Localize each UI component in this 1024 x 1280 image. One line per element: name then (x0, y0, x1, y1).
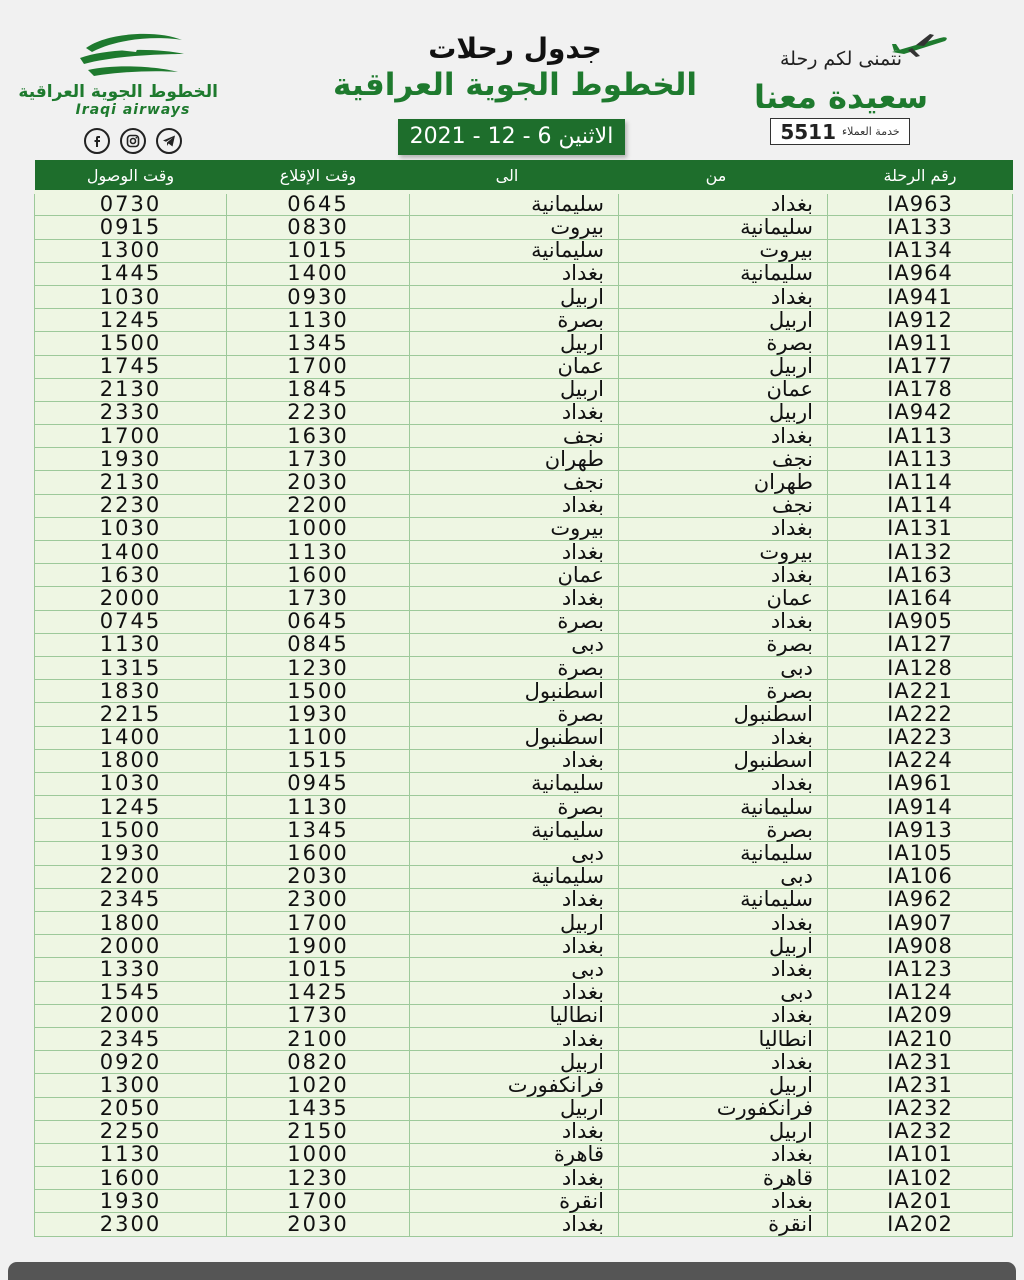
wish-text: نتمنى لكم رحلة (780, 48, 902, 70)
departure-time-cell: 1600 (227, 842, 410, 865)
origin-cell: فرانكفورت (619, 1097, 828, 1120)
origin-cell: بغداد (619, 726, 828, 749)
destination-cell: فرانكفورت (410, 1074, 619, 1097)
flight-number-cell: IA177 (828, 355, 1013, 378)
flight-number-cell: IA113 (828, 425, 1013, 448)
flight-number-cell: IA164 (828, 587, 1013, 610)
flight-number-cell: IA942 (828, 401, 1013, 424)
origin-cell: بغداد (619, 912, 828, 935)
departure-time-cell: 1730 (227, 587, 410, 610)
customer-service-label: خدمة العملاء (842, 125, 900, 138)
destination-cell: بغداد (410, 494, 619, 517)
departure-time-cell: 1130 (227, 541, 410, 564)
arrival-time-cell: 2345 (35, 888, 227, 911)
arrival-time-cell: 1830 (35, 680, 227, 703)
destination-cell: سليمانية (410, 772, 619, 795)
table-row (35, 981, 1013, 1004)
arrival-time-cell: 1745 (35, 355, 227, 378)
table-row (35, 1213, 1013, 1236)
destination-cell: قاهرة (410, 1143, 619, 1166)
arrival-time-cell: 1030 (35, 772, 227, 795)
destination-cell: سليمانية (410, 865, 619, 888)
flight-number-cell: IA124 (828, 981, 1013, 1004)
destination-cell: اربيل (410, 285, 619, 308)
departure-time-cell: 1100 (227, 726, 410, 749)
departure-time-cell: 0845 (227, 633, 410, 656)
table-row (35, 332, 1013, 355)
arrival-time-cell: 2215 (35, 703, 227, 726)
origin-cell: اسطنبول (619, 703, 828, 726)
flight-number-cell: IA202 (828, 1213, 1013, 1236)
origin-cell: بصرة (619, 633, 828, 656)
table-row (35, 425, 1013, 448)
departure-time-cell: 1630 (227, 425, 410, 448)
destination-cell: دبى (410, 958, 619, 981)
origin-cell: اربيل (619, 401, 828, 424)
flight-number-cell: IA101 (828, 1143, 1013, 1166)
flight-number-cell: IA941 (828, 285, 1013, 308)
flight-number-cell: IA232 (828, 1097, 1013, 1120)
flight-number-cell: IA178 (828, 378, 1013, 401)
flight-number-cell: IA911 (828, 332, 1013, 355)
origin-cell: بغداد (619, 610, 828, 633)
flight-number-cell: IA114 (828, 494, 1013, 517)
flight-number-cell: IA134 (828, 239, 1013, 262)
flight-number-cell: IA210 (828, 1027, 1013, 1050)
flight-number-cell: IA962 (828, 888, 1013, 911)
departure-time-cell: 1000 (227, 1143, 410, 1166)
column-header-flight: رقم الرحلة (828, 160, 1013, 192)
departure-time-cell: 1345 (227, 819, 410, 842)
departure-time-cell: 0645 (227, 610, 410, 633)
destination-cell: انطاليا (410, 1004, 619, 1027)
arrival-time-cell: 1445 (35, 262, 227, 285)
table-row (35, 1190, 1013, 1213)
arrival-time-cell: 1030 (35, 517, 227, 540)
arrival-time-cell: 2000 (35, 587, 227, 610)
table-row (35, 471, 1013, 494)
origin-cell: اربيل (619, 1074, 828, 1097)
flight-number-cell: IA201 (828, 1190, 1013, 1213)
destination-cell: اسطنبول (410, 726, 619, 749)
flight-number-cell: IA132 (828, 541, 1013, 564)
arrival-time-cell: 1300 (35, 239, 227, 262)
origin-cell: اربيل (619, 309, 828, 332)
arrival-time-cell: 1545 (35, 981, 227, 1004)
destination-cell: اربيل (410, 1051, 619, 1074)
departure-time-cell: 1130 (227, 796, 410, 819)
departure-time-cell: 1345 (227, 332, 410, 355)
departure-time-cell: 1600 (227, 564, 410, 587)
destination-cell: سليمانية (410, 239, 619, 262)
origin-cell: بغداد (619, 958, 828, 981)
departure-time-cell: 2300 (227, 888, 410, 911)
destination-cell: بغداد (410, 1027, 619, 1050)
origin-cell: بغداد (619, 564, 828, 587)
origin-cell: بيروت (619, 541, 828, 564)
arrival-time-cell: 1930 (35, 448, 227, 471)
social-links (48, 128, 218, 154)
flight-schedule-table (34, 160, 984, 1237)
arrival-time-cell: 2000 (35, 1004, 227, 1027)
departure-time-cell: 1930 (227, 703, 410, 726)
destination-cell: بصرة (410, 309, 619, 332)
facebook-icon[interactable] (84, 128, 110, 154)
origin-cell: بغداد (619, 772, 828, 795)
arrival-time-cell: 2345 (35, 1027, 227, 1050)
brand-logo (18, 30, 218, 154)
flight-number-cell: IA961 (828, 772, 1013, 795)
table-row (35, 239, 1013, 262)
destination-cell: بيروت (410, 517, 619, 540)
flight-number-cell: IA907 (828, 912, 1013, 935)
departure-time-cell: 1500 (227, 680, 410, 703)
flight-number-cell: IA908 (828, 935, 1013, 958)
destination-cell: نجف (410, 471, 619, 494)
arrival-time-cell: 1245 (35, 796, 227, 819)
departure-time-cell: 1425 (227, 981, 410, 1004)
flight-number-cell: IA913 (828, 819, 1013, 842)
table-row (35, 888, 1013, 911)
table-row (35, 935, 1013, 958)
origin-cell: سليمانية (619, 796, 828, 819)
arrival-time-cell: 1130 (35, 633, 227, 656)
departure-time-cell: 2030 (227, 471, 410, 494)
arrival-time-cell: 2330 (35, 401, 227, 424)
departure-time-cell: 1000 (227, 517, 410, 540)
departure-time-cell: 1015 (227, 958, 410, 981)
arrival-time-cell: 0730 (35, 192, 227, 216)
telegram-icon[interactable] (156, 128, 182, 154)
table-header-row (35, 160, 1013, 192)
table-row (35, 587, 1013, 610)
flight-number-cell: IA231 (828, 1051, 1013, 1074)
flight-number-cell: IA133 (828, 216, 1013, 239)
departure-time-cell: 1845 (227, 378, 410, 401)
departure-time-cell: 1015 (227, 239, 410, 262)
destination-cell: بغداد (410, 888, 619, 911)
table-row (35, 958, 1013, 981)
table-row (35, 517, 1013, 540)
arrival-time-cell: 0920 (35, 1051, 227, 1074)
arrival-time-cell: 1800 (35, 749, 227, 772)
departure-time-cell: 0645 (227, 192, 410, 216)
table-row (35, 749, 1013, 772)
table-row (35, 216, 1013, 239)
departure-time-cell: 1400 (227, 262, 410, 285)
table-row (35, 796, 1013, 819)
instagram-icon[interactable] (120, 128, 146, 154)
origin-cell: بغداد (619, 1143, 828, 1166)
arrival-time-cell: 1930 (35, 1190, 227, 1213)
arrival-time-cell: 2000 (35, 935, 227, 958)
origin-cell: بغداد (619, 425, 828, 448)
origin-cell: بغداد (619, 517, 828, 540)
table-row (35, 564, 1013, 587)
arrival-time-cell: 2250 (35, 1120, 227, 1143)
arrival-time-cell: 1400 (35, 541, 227, 564)
destination-cell: بغداد (410, 749, 619, 772)
departure-time-cell: 1230 (227, 1167, 410, 1190)
column-header-to: الى (410, 160, 619, 192)
origin-cell: اربيل (619, 1120, 828, 1143)
destination-cell: سليمانية (410, 192, 619, 216)
destination-cell: بغداد (410, 262, 619, 285)
destination-cell: دبى (410, 842, 619, 865)
arrival-time-cell: 2130 (35, 471, 227, 494)
iraqi-airways-logo-icon (78, 30, 188, 78)
table-row (35, 772, 1013, 795)
origin-cell: نجف (619, 448, 828, 471)
airline-title: الخطوط الجوية العراقية (333, 67, 697, 103)
destination-cell: بغداد (410, 401, 619, 424)
origin-cell: عمان (619, 587, 828, 610)
arrival-time-cell: 1700 (35, 425, 227, 448)
destination-cell: بيروت (410, 216, 619, 239)
departure-time-cell: 1700 (227, 355, 410, 378)
table-row (35, 262, 1013, 285)
table-row (35, 1167, 1013, 1190)
origin-cell: بيروت (619, 239, 828, 262)
table-row (35, 309, 1013, 332)
arrival-time-cell: 1800 (35, 912, 227, 935)
schedule-title: جدول رحلات (428, 32, 602, 65)
table-row (35, 656, 1013, 679)
flight-number-cell: IA222 (828, 703, 1013, 726)
table-row (35, 1004, 1013, 1027)
arrival-time-cell: 1600 (35, 1167, 227, 1190)
origin-cell: انقرة (619, 1213, 828, 1236)
column-header-departure: وقت الإقلاع (227, 160, 410, 192)
arrival-time-cell: 2130 (35, 378, 227, 401)
table-row (35, 285, 1013, 308)
departure-time-cell: 2150 (227, 1120, 410, 1143)
table-row (35, 378, 1013, 401)
table-row (35, 726, 1013, 749)
destination-cell: بغداد (410, 541, 619, 564)
arrival-time-cell: 1315 (35, 656, 227, 679)
table-row (35, 1097, 1013, 1120)
departure-time-cell: 1515 (227, 749, 410, 772)
arrival-time-cell: 1245 (35, 309, 227, 332)
arrival-time-cell: 1500 (35, 819, 227, 842)
origin-cell: سليمانية (619, 842, 828, 865)
destination-cell: اسطنبول (410, 680, 619, 703)
flight-number-cell: IA221 (828, 680, 1013, 703)
customer-service-number: 5511 (780, 119, 836, 144)
arrival-time-cell: 2050 (35, 1097, 227, 1120)
arrival-time-cell: 0915 (35, 216, 227, 239)
flight-number-cell: IA123 (828, 958, 1013, 981)
origin-cell: سليمانية (619, 888, 828, 911)
flight-number-cell: IA106 (828, 865, 1013, 888)
departure-time-cell: 0945 (227, 772, 410, 795)
flight-number-cell: IA963 (828, 192, 1013, 216)
table-row (35, 1027, 1013, 1050)
departure-time-cell: 1230 (227, 656, 410, 679)
origin-cell: بغداد (619, 285, 828, 308)
destination-cell: بصرة (410, 796, 619, 819)
origin-cell: بغداد (619, 1051, 828, 1074)
table-row (35, 448, 1013, 471)
origin-cell: اسطنبول (619, 749, 828, 772)
destination-cell: بغداد (410, 1213, 619, 1236)
table-row (35, 912, 1013, 935)
table-row (35, 703, 1013, 726)
arrival-time-cell: 1330 (35, 958, 227, 981)
flight-number-cell: IA163 (828, 564, 1013, 587)
arrival-time-cell: 1630 (35, 564, 227, 587)
destination-cell: بغداد (410, 935, 619, 958)
departure-time-cell: 1130 (227, 309, 410, 332)
table-row (35, 355, 1013, 378)
customer-service-box (770, 118, 910, 145)
flight-number-cell: IA114 (828, 471, 1013, 494)
destination-cell: اربيل (410, 378, 619, 401)
flight-number-cell: IA209 (828, 1004, 1013, 1027)
title-block (330, 32, 700, 103)
departure-time-cell: 1730 (227, 448, 410, 471)
flight-number-cell: IA131 (828, 517, 1013, 540)
column-header-arrival: وقت الوصول (35, 160, 227, 192)
table-row (35, 680, 1013, 703)
table-row (35, 494, 1013, 517)
flight-number-cell: IA223 (828, 726, 1013, 749)
origin-cell: بصرة (619, 819, 828, 842)
flight-number-cell: IA905 (828, 610, 1013, 633)
flight-number-cell: IA128 (828, 656, 1013, 679)
destination-cell: اربيل (410, 912, 619, 935)
origin-cell: بغداد (619, 192, 828, 216)
origin-cell: دبى (619, 981, 828, 1004)
date-banner: الاثنين 6 - 12 - 2021 (398, 119, 625, 155)
arrival-time-cell: 2200 (35, 865, 227, 888)
brand-name-english: Iraqi airways (75, 102, 191, 118)
arrival-time-cell: 1930 (35, 842, 227, 865)
destination-cell: بغداد (410, 1167, 619, 1190)
arrival-time-cell: 1030 (35, 285, 227, 308)
flight-number-cell: IA231 (828, 1074, 1013, 1097)
departure-time-cell: 2230 (227, 401, 410, 424)
flight-number-cell: IA964 (828, 262, 1013, 285)
table-row (35, 865, 1013, 888)
arrival-time-cell: 1400 (35, 726, 227, 749)
arrival-time-cell: 1500 (35, 332, 227, 355)
table-row (35, 1120, 1013, 1143)
origin-cell: سليمانية (619, 262, 828, 285)
flight-number-cell: IA224 (828, 749, 1013, 772)
happy-text: سعيدة معنا (754, 78, 929, 116)
destination-cell: بصرة (410, 703, 619, 726)
table-row (35, 1051, 1013, 1074)
flight-number-cell: IA912 (828, 309, 1013, 332)
flight-number-cell: IA105 (828, 842, 1013, 865)
table-row (35, 633, 1013, 656)
arrival-time-cell: 1130 (35, 1143, 227, 1166)
table-row (35, 842, 1013, 865)
origin-cell: اربيل (619, 935, 828, 958)
destination-cell: عمان (410, 564, 619, 587)
destination-cell: سليمانية (410, 819, 619, 842)
table-row (35, 192, 1013, 216)
destination-cell: عمان (410, 355, 619, 378)
departure-time-cell: 1900 (227, 935, 410, 958)
destination-cell: طهران (410, 448, 619, 471)
destination-cell: بغداد (410, 1120, 619, 1143)
origin-cell: قاهرة (619, 1167, 828, 1190)
origin-cell: بصرة (619, 332, 828, 355)
departure-time-cell: 2200 (227, 494, 410, 517)
destination-cell: بغداد (410, 587, 619, 610)
destination-cell: بغداد (410, 981, 619, 1004)
origin-cell: عمان (619, 378, 828, 401)
origin-cell: دبى (619, 656, 828, 679)
destination-cell: نجف (410, 425, 619, 448)
origin-cell: سليمانية (619, 216, 828, 239)
table-row (35, 541, 1013, 564)
departure-time-cell: 1700 (227, 912, 410, 935)
departure-time-cell: 1730 (227, 1004, 410, 1027)
table-row (35, 1074, 1013, 1097)
departure-time-cell: 1700 (227, 1190, 410, 1213)
table-row (35, 610, 1013, 633)
table-row (35, 819, 1013, 842)
origin-cell: بغداد (619, 1190, 828, 1213)
departure-time-cell: 0830 (227, 216, 410, 239)
destination-cell: بصرة (410, 656, 619, 679)
origin-cell: طهران (619, 471, 828, 494)
origin-cell: بصرة (619, 680, 828, 703)
flight-number-cell: IA127 (828, 633, 1013, 656)
departure-time-cell: 0930 (227, 285, 410, 308)
flight-number-cell: IA914 (828, 796, 1013, 819)
bottom-bar (8, 1262, 1016, 1280)
arrival-time-cell: 2230 (35, 494, 227, 517)
destination-cell: اربيل (410, 332, 619, 355)
departure-time-cell: 2030 (227, 1213, 410, 1236)
departure-time-cell: 2030 (227, 865, 410, 888)
arrival-time-cell: 1300 (35, 1074, 227, 1097)
flight-number-cell: IA102 (828, 1167, 1013, 1190)
destination-cell: اربيل (410, 1097, 619, 1120)
origin-cell: انطاليا (619, 1027, 828, 1050)
origin-cell: نجف (619, 494, 828, 517)
departure-time-cell: 2100 (227, 1027, 410, 1050)
departure-time-cell: 0820 (227, 1051, 410, 1074)
flight-number-cell: IA113 (828, 448, 1013, 471)
flight-number-cell: IA232 (828, 1120, 1013, 1143)
departure-time-cell: 1435 (227, 1097, 410, 1120)
arrival-time-cell: 0745 (35, 610, 227, 633)
origin-cell: اربيل (619, 355, 828, 378)
table-row (35, 401, 1013, 424)
destination-cell: انقرة (410, 1190, 619, 1213)
origin-cell: دبى (619, 865, 828, 888)
destination-cell: دبى (410, 633, 619, 656)
brand-name-arabic: الخطوط الجوية العراقية (18, 82, 218, 102)
arrival-time-cell: 2300 (35, 1213, 227, 1236)
column-header-from: من (619, 160, 828, 192)
origin-cell: بغداد (619, 1004, 828, 1027)
departure-time-cell: 1020 (227, 1074, 410, 1097)
table-row (35, 1143, 1013, 1166)
destination-cell: بصرة (410, 610, 619, 633)
